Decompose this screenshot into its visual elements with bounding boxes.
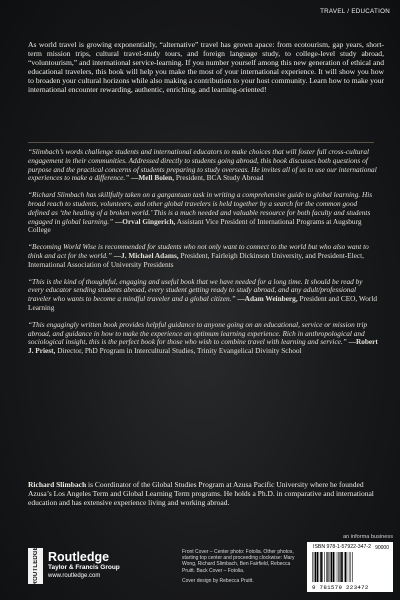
endorser-name: —Mell Bolen,: [131, 173, 175, 183]
endorser-name: —Orval Gingerich,: [114, 216, 176, 226]
endorser-name: —Robert J. Priest,: [28, 337, 378, 356]
endorsement: [28, 243, 380, 269]
endorsement: [28, 278, 380, 313]
barcode-area: [307, 534, 393, 594]
endorsement-quote: “Slimbach’s words challenge students and international educators to make choices that will foster full cross-cultural engagement in their communities. Addressed directly to students going abroad, this book discusses both questions of purpose and the practical concerns of students preparing to study overseas. He invites all of us to use our international experiences to make a difference.”: [28, 147, 377, 183]
endorsement-quote: “Richard Slimbach has skillfully taken on a gargantuan task in writing a comprehensive guide to global learning. His broad reach to students, volunteers, and other global travelers is held together by a search for the common good defined as ‘the healing of a broken world.’ This is a much needed and valuable resource for both faculty and students engaged in global learning.”: [28, 190, 373, 226]
category-label: TRAVEL / EDUCATION: [320, 8, 390, 15]
author-name: Richard Slimbach: [28, 480, 87, 489]
endorser-role: President and CEO, World Learning: [28, 294, 377, 312]
barcode-number: 9 781579 223472: [312, 584, 369, 591]
design-credit: Cover design by Rebecca Pruitt.: [182, 577, 254, 584]
endorsement-quote: “This engagingly written book provides helpful guidance to anyone going on an educational, service or mission trip abroad, and guidance in how to make the experience an optimum learning experience. Rich in anthropological and sociological insight, this is the perfect book for those who wish to combine travel with learning and service.”: [28, 319, 368, 347]
barcode-bars-icon: [312, 552, 388, 582]
endorsement: [28, 191, 380, 235]
endorsement-quote: “Becoming World Wise is recommended for students who not only want to connect to the world but who also want to think and act for the world.”: [28, 242, 369, 260]
endorser-name: —J. Michael Adams,: [113, 250, 179, 260]
price-code: 90000: [375, 545, 389, 551]
publisher-name: Routledge: [48, 550, 110, 564]
intro-paragraph: As world travel is growing exponentially, “alternative” travel has grown apace: from ecotourism, gap years, short-term mission trips, cultural travel-study tours, and foreign language study, to college-level study abroad, “voluntourism,” and international service-learning. If you number yourself among this new generation of ethical and educational travelers, this book will help you make the most of your international experience. It will show you how to broaden your cultural horizons while also making a contribution to your host community. Learn how to make your international encounter rewarding, authentic, enriching, and learning-oriented!: [28, 40, 384, 94]
logo-bar-text: ROUTLEDGE: [32, 546, 39, 586]
author-bio: [28, 480, 380, 507]
barcode: [307, 542, 393, 592]
routledge-bar-icon: [28, 548, 43, 584]
endorser-role: President, Fairleigh Dickinson University, and President-Elect, International Association of University Presidents: [28, 250, 364, 269]
endorser-name: —Adam Weinberg,: [237, 294, 298, 304]
photo-credits: [182, 549, 298, 588]
publisher-url: www.routledge.com: [48, 573, 101, 579]
endorser-role: Assistant Vice President of International Programs at Augsburg College: [28, 216, 362, 235]
publisher-text: [48, 548, 120, 580]
endorsement: [28, 148, 380, 183]
credits-text: Front Cover – Center photo: Fotolia. Other photos, starting top center and proceeding clockwise: Mary Wong, Richard Slimbach, Ben Fairfield, Rebecca Pruitt. Back Cover – Fotolia.: [182, 549, 295, 574]
endorser-role: President, BCA Study Abroad: [175, 173, 264, 183]
author-bio-text: is Coordinator of the Global Studies Program at Azusa Pacific University where he founded Azusa’s Los Angeles Term and Global Learning Term programs. He holds a Ph.D. in comparative and international education and has extensive experience living and working abroad.: [28, 480, 374, 507]
endorser-role: Director, PhD Program in Intercultural Studies, Trinity Evangelical Divinity School: [57, 346, 302, 356]
publisher-group: Taylor & Francis Group: [48, 564, 120, 571]
divider: [28, 142, 374, 143]
endorsement-quote: “This is the kind of thoughtful, engaging and useful book that we have needed for a long time. It should be read by every educator sending students abroad, every student getting ready to study abroad, and any adult/professional traveler who wants to become a mindful traveler and a global citizen.”: [28, 276, 363, 304]
endorsements: [28, 148, 380, 364]
publisher-logo: [28, 548, 120, 584]
informa-label: an informa business: [342, 534, 393, 540]
endorsement: [28, 321, 380, 356]
isbn-label: ISBN 978-1-57922-347-2: [313, 544, 371, 550]
